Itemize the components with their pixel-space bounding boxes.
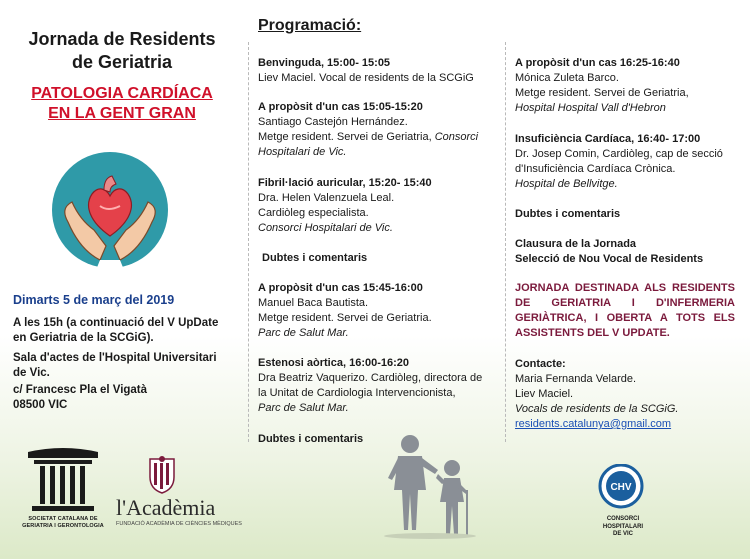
program-item-stenosis: Estenosi aòrtica, 16:00-16:20 Dra Beatriz Vaquerizo. Cardiòleg, directora de la Unitat de Cardiologia Intervencionista, Parc de Salut Mar. (258, 357, 483, 414)
academia-logo: l'Acadèmia FUNDACIÓ ACADÈMIA DE CIÈNCIES MÈDIQUES (116, 455, 238, 535)
event-address: c/ Francesc Pla el Vigatà 08500 VIC (13, 384, 148, 411)
shield-icon (116, 455, 238, 495)
event-time: A les 15h (a continuació del V UpDate en Geriatria de la SCGiG). (13, 317, 219, 344)
left-column (0, 0, 240, 559)
program-item-case2: A propòsit d'un cas 15:45-16:00 Manuel Baca Bautista. Metge resident. Servei de Geriatria. Parc de Salut Mar. (258, 282, 432, 339)
column-divider (248, 42, 249, 442)
program-item-welcome: Benvinguda, 15:00- 15:05 Liev Maciel. Vocal de residents de la SCGiG (258, 57, 474, 84)
program-item-closing: Clausura de la Jornada Selecció de Nou Vocal de Residents (515, 238, 704, 265)
program-item-fibrillation: Fibril·lació auricular, 15:20- 15:40 Dra. Helen Valenzuela Leal. Cardiòleg especialista. Consorci Hospitalari de Vic. (258, 177, 432, 234)
program-item-case3: A propòsit d'un cas 16:25-16:40 Mónica Zuleta Barco. Metge resident. Servei de Geriatria, Hospital Hospital Vall d'Hebron (515, 57, 689, 114)
audience-notice: JORNADA DESTINADA ALS RESIDENTS DE GERIATRIA I D'INFERMERIA GERIÀTRICA, I OBERTA A TOTS ELS ASSISTENTS DEL V UPDATE. (515, 282, 735, 339)
event-venue: Sala d'actes de l'Hospital Universitari de Vic. (13, 352, 217, 379)
svg-text:CHV: CHV (610, 482, 632, 493)
chv-logo: CHV CONSORCI HOSPITALARI DE VIC (583, 458, 663, 550)
contact-email-link[interactable]: residents.catalunya@gmail.com (515, 418, 672, 430)
column-divider (505, 42, 506, 442)
program-item-questions2: Dubtes i comentaris (258, 433, 364, 445)
event-date: Dimarts 5 de març del 2019 (13, 293, 175, 307)
column-icon (14, 442, 112, 516)
program-item-questions1: Dubtes i comentaris (262, 252, 368, 264)
program-item-heart-failure: Insuficiència Cardíaca, 16:40- 17:00 Dr. Josep Comin, Cardiòleg, cap de secció d'Insuficiència Cardíaca Crònica. Hospital de Bellvitge. (515, 133, 723, 190)
contact-block: Contacte: Maria Fernanda Velarde. Liev Maciel. Vocals de residents de la SCGiG. residents.catalunya@gmail.com (515, 357, 735, 432)
scgig-logo: SOCIETAT CATALANA DE GERIATRIA I GERONTOLOGIA (14, 442, 112, 532)
event-subtitle: PATOLOGIA CARDÍACA EN LA GENT GRAN (31, 85, 213, 122)
chv-badge-icon (595, 464, 647, 510)
program-title: Programació: (258, 17, 362, 34)
event-title: Jornada de Residents de Geriatria (28, 29, 216, 72)
program-item-case1: A propòsit d'un cas 15:05-15:20 Santiago Castejón Hernández. Metge resident. Servei de Geriatria, Consorci Hospitalari de Vic. (258, 101, 479, 158)
program-item-questions3: Dubtes i comentaris (515, 208, 621, 220)
people-silhouette-icon (380, 430, 480, 540)
heart-in-hands-icon (50, 150, 170, 270)
